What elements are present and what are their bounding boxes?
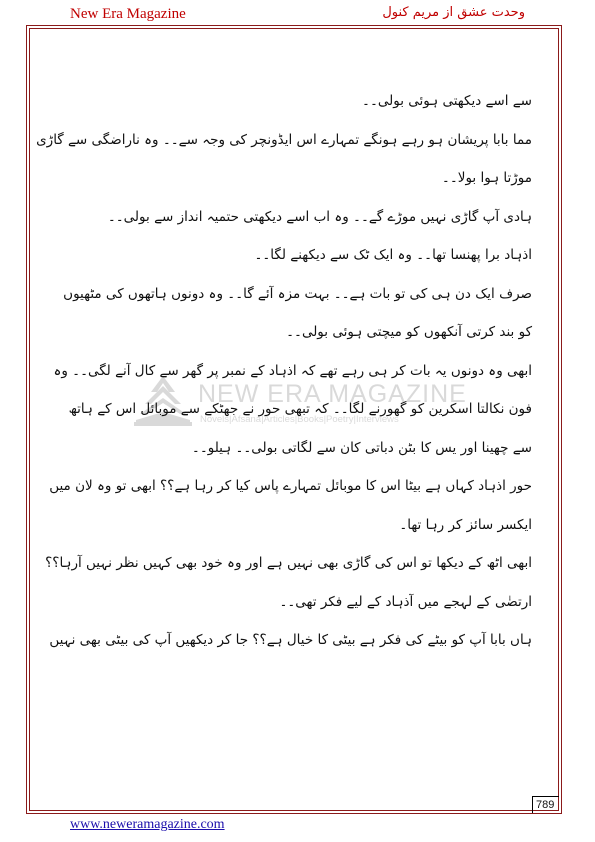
text-line: صرف ایک دن ہی کی تو بات ہے۔۔ بہت مزہ آئے گا۔۔ وہ دونوں ہاتھوں کی مٹھیوں (63, 285, 532, 302)
text-line: حور اذہاد کہاں ہے بیٹا اس کا موبائل تمہارے پاس کیا کر رہا ہے؟؟ ابھی تو وہ لان میں (49, 478, 532, 494)
text-line: ہاں بابا آپ کو بیٹے کی فکر ہے بیٹی کا خیال ہے؟؟ جا کر دیکھیں آپ کی بیٹی بھی نہیں (49, 632, 532, 648)
story-text (36, 82, 532, 660)
text-line: موڑتا ہوا بولا۔۔ (441, 170, 532, 186)
text-line: اذہاد برا پھنسا تھا۔۔ وہ ایک ٹک سے دیکھنے لگا۔۔ (254, 247, 532, 263)
text-line: سے چھینا اور یس کا بٹن دباتی کان سے لگاتی بولی۔۔ ہیلو۔۔ (191, 439, 532, 456)
text-line: ابھی وہ دونوں یہ بات کر ہی رہے تھے کہ اذہاد کے نمبر پر گھر سے کال آنے لگی۔۔ وہ (53, 362, 532, 379)
text-line: ابھی اٹھ کے دیکھا تو اس کی گاڑی بھی نہیں ہے اور وہ خود بھی کہیں نظر نہیں آرہا؟؟ (45, 555, 532, 571)
text-line: سے اسے دیکھتی ہوئی بولی۔۔ (362, 93, 532, 109)
watermark-title: NEW ERA MAGAZINE (198, 380, 467, 408)
text-line: کو بند کرتی آنکھوں کو میچتی ہوئی بولی۔۔ (286, 324, 532, 340)
text-line: فون نکالتا اسکرین کو گھورنے لگا۔۔ کہ تبھی حور نے جھٹکے سے موبائل اس کے ہاتھ (68, 401, 532, 417)
text-line: ارتضٰی کے لہجے میں آذہاد کے لیے فکر تھی۔۔ (279, 593, 532, 610)
text-line: ہادی آپ گاڑی نہیں موڑے گے۔۔ وہ اب اسے دیکھتی حتمیہ انداز سے بولی۔۔ (107, 208, 532, 225)
novel-title: وحدت عشق از مریم کنول (382, 5, 525, 20)
watermark-subtitle: Novels|Afsana|Articles|Books|Poetry|Interviews (200, 414, 399, 425)
magazine-name: New Era Magazine (70, 6, 186, 22)
page-number: 789 (536, 799, 555, 811)
text-line: ایکسر سائز کر رہا تھا۔ (399, 516, 532, 533)
text-line: مما بابا پریشان ہو رہے ہونگے تمہارے اس ایڈونچر کی وجہ سے۔۔ وہ ناراضگی سے گاڑی (36, 131, 532, 148)
website-link[interactable]: www.neweramagazine.com (70, 817, 225, 832)
